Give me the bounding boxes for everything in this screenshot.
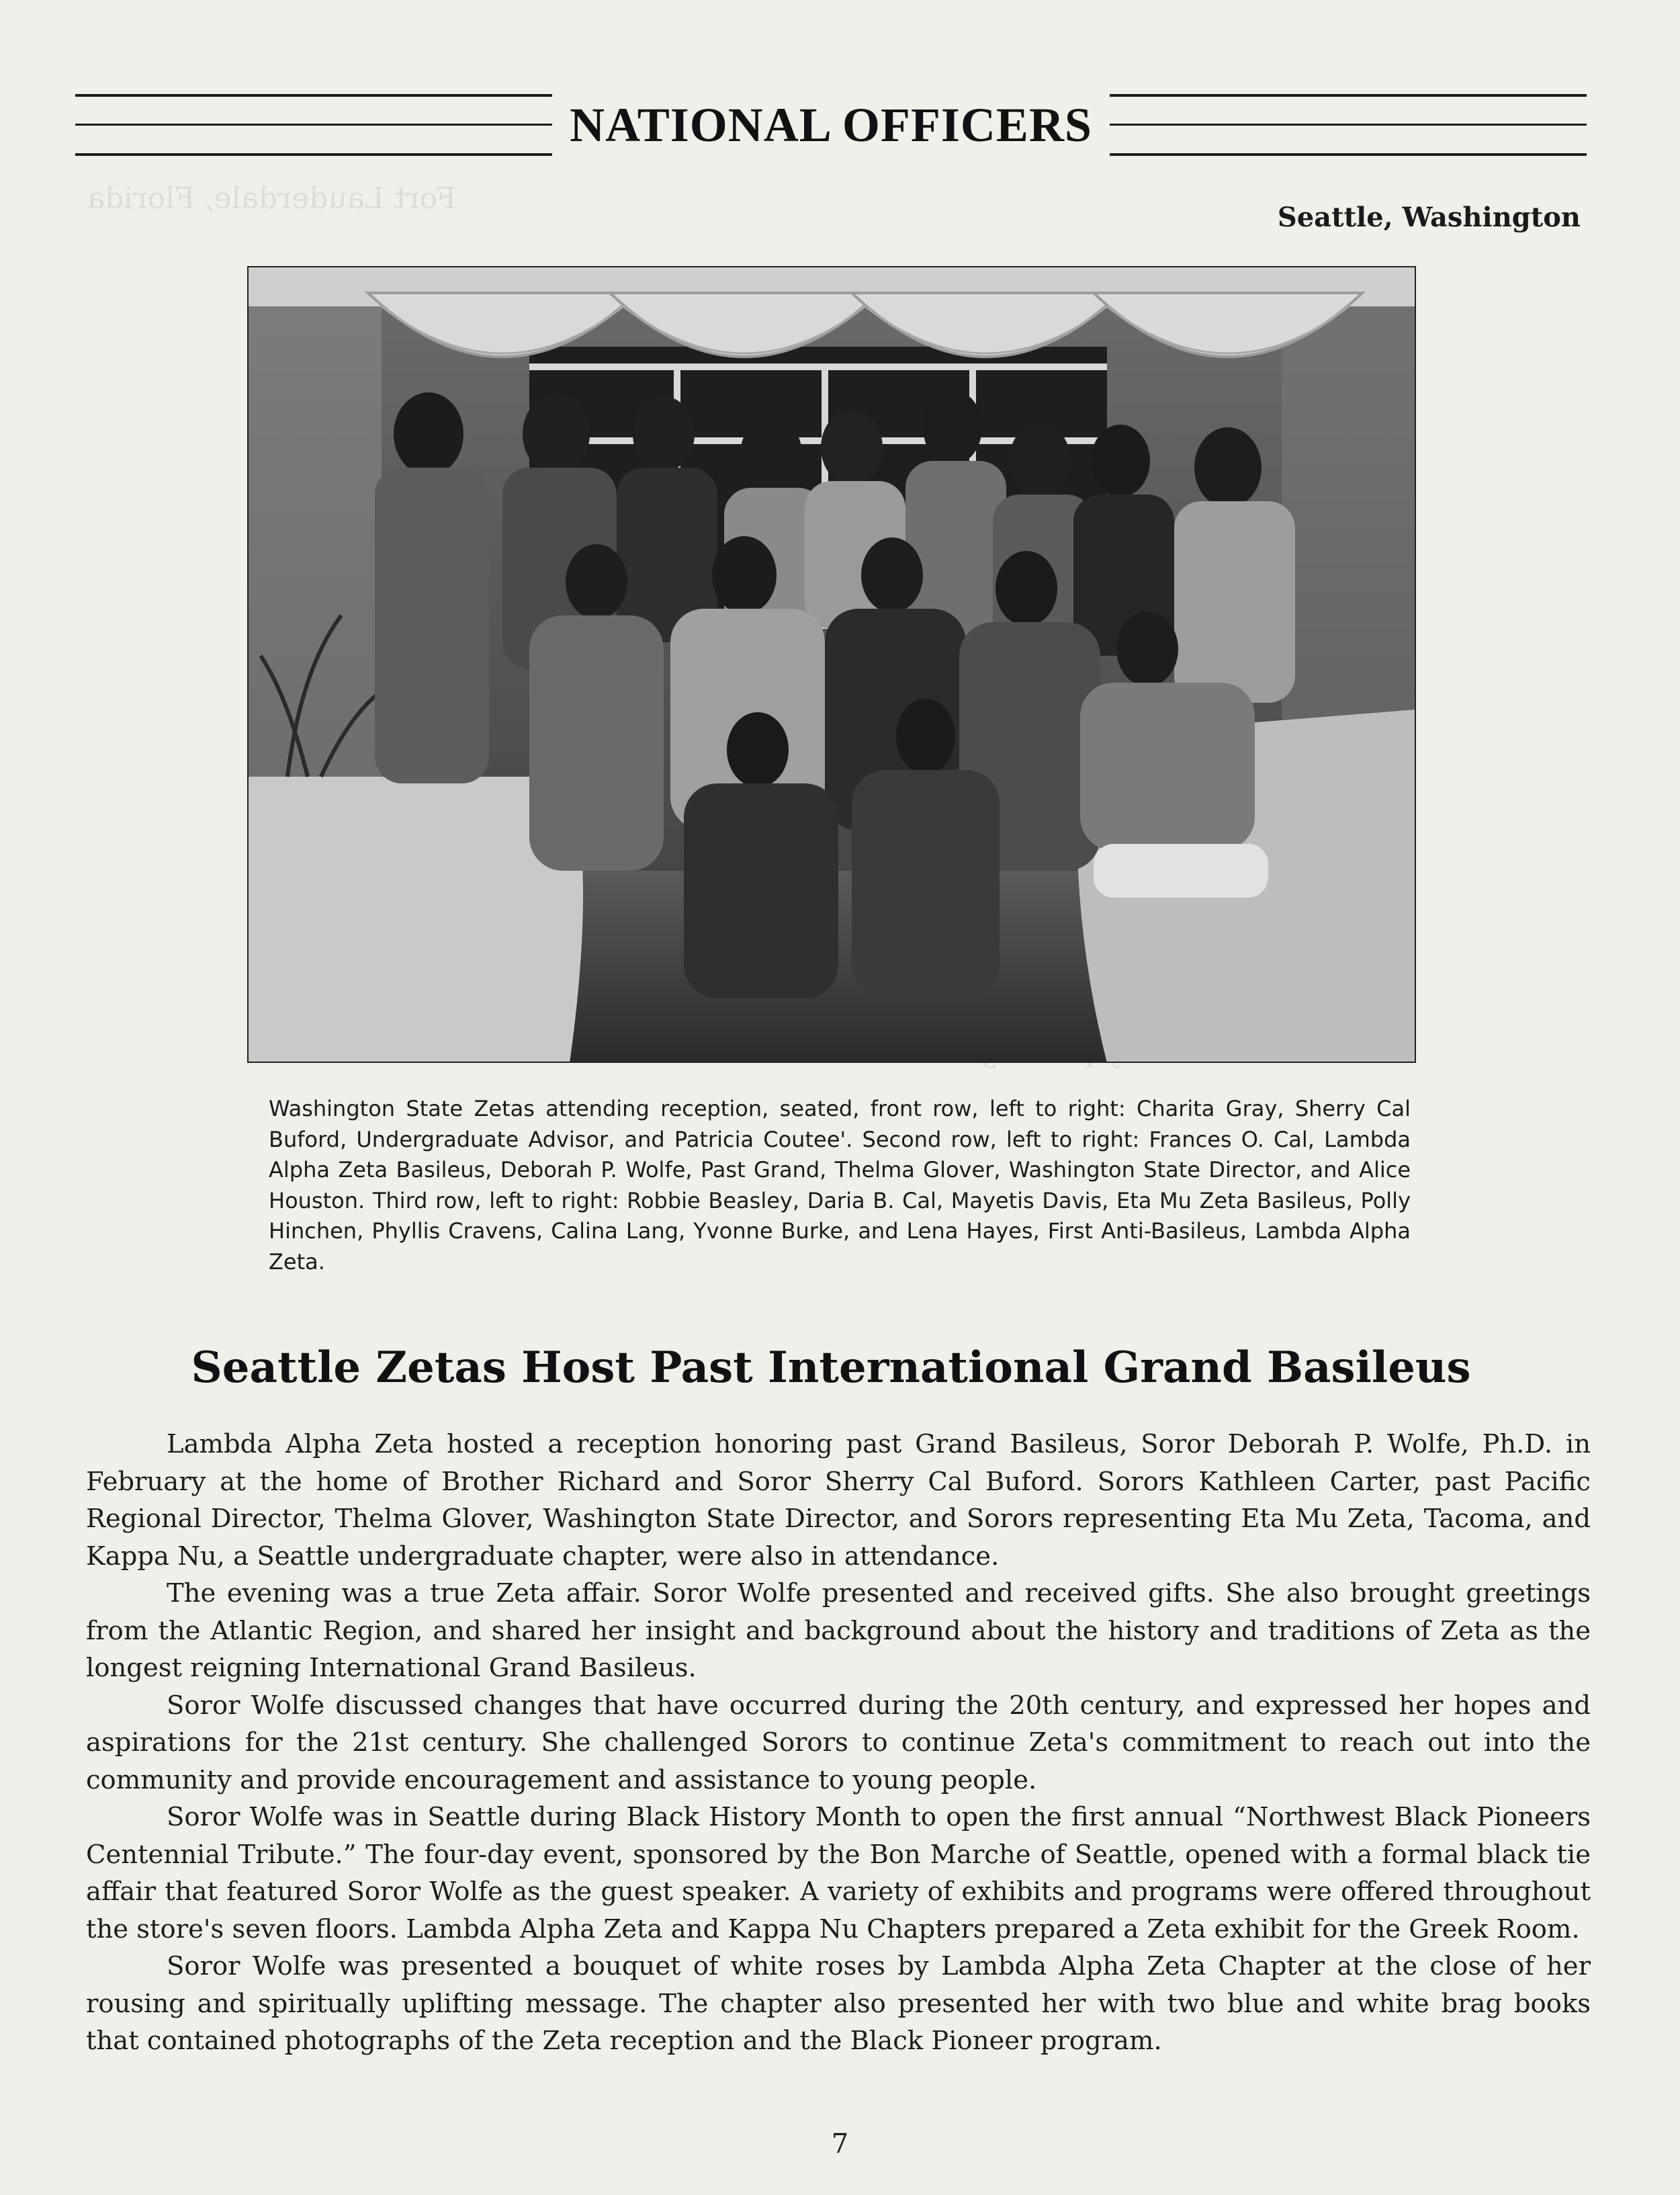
article-paragraph: Soror Wolfe was presented a bouquet of white roses by Lambda Alpha Zeta Chapter at the close of her rousing and spiritually uplifting message. The chapter also presented her with two blue and white brag books that contained photographs of the Zeta reception and the Black Pioneer program. [86, 1951, 1591, 2056]
header-title-wrap [75, 94, 1587, 156]
page-header [75, 94, 1587, 156]
group-photo [247, 266, 1416, 1063]
article-paragraph: Soror Wolfe discussed changes that have occurred during the 20th century, and expressed her hopes and aspirations for the 21st century. She challenged Sorors to continue Zeta's commitment to reach out into the community and provide encouragement and assistance to young people. [86, 1690, 1591, 1795]
reverse-side-bleed-text: Fort Lauderdale, Florida [87, 181, 457, 216]
article-paragraph: Soror Wolfe was in Seattle during Black History Month to open the first annual “Northwest Black Pioneers Centennial Tribute.” The four-day event, sponsored by the Bon Marche of Seattle, opened with a formal black tie affair that featured Soror Wolfe as the guest speaker. A variety of exhibits and programs were offered throughout the store's seven floors. Lambda Alpha Zeta and Kappa Nu Chapters prepared a Zeta exhibit for the Greek Room. [86, 1802, 1591, 1944]
article-paragraph: Lambda Alpha Zeta hosted a reception honoring past Grand Basileus, Soror Deborah P. Wolfe, Ph.D. in February at the home of Brother Richard and Soror Sherry Cal Buford. Sorors Kathleen Carter, past Pacific Regional Director, Thelma Glover, Washington State Director, and Sorors representing Eta Mu Zeta, Tacoma, and Kappa Nu, a Seattle undergraduate chapter, were also in attendance. [86, 1429, 1591, 1572]
photo-caption: Washington State Zetas attending reception, seated, front row, left to right: Charita Gray, Sherry Cal Buford, Undergraduate Advisor, and Patricia Coutee'. Second row, left to right: Frances O. Cal, Lambda Alpha Zeta Basileus, Deborah P. Wolfe, Past Grand, Thelma Glover, Washington State Director, and Alice Houston. Third row, left to right: Robbie Beasley, Daria B. Cal, Mayetis Davis, Eta Mu Zeta Basileus, Polly Hinchen, Phyllis Cravens, Calina Lang, Yvonne Burke, and Lena Hayes, First Anti-Basileus, Lambda Alpha Zeta. [269, 1096, 1411, 1275]
page-number: 7 [831, 2128, 849, 2159]
article-body [86, 1426, 1591, 2060]
location-label: Seattle, Washington [1277, 202, 1581, 233]
article-headline: Seattle Zetas Host Past International Grand Basileus [191, 1342, 1471, 1393]
article-paragraph: The evening was a true Zeta affair. Soror Wolfe presented and received gifts. She also brought greetings from the Atlantic Region, and shared her insight and background about the history and traditions of Zeta as the longest reigning International Grand Basileus. [86, 1578, 1591, 1683]
section-title: NATIONAL OFFICERS [552, 94, 1110, 156]
group-photo-illustration [247, 266, 1416, 1063]
